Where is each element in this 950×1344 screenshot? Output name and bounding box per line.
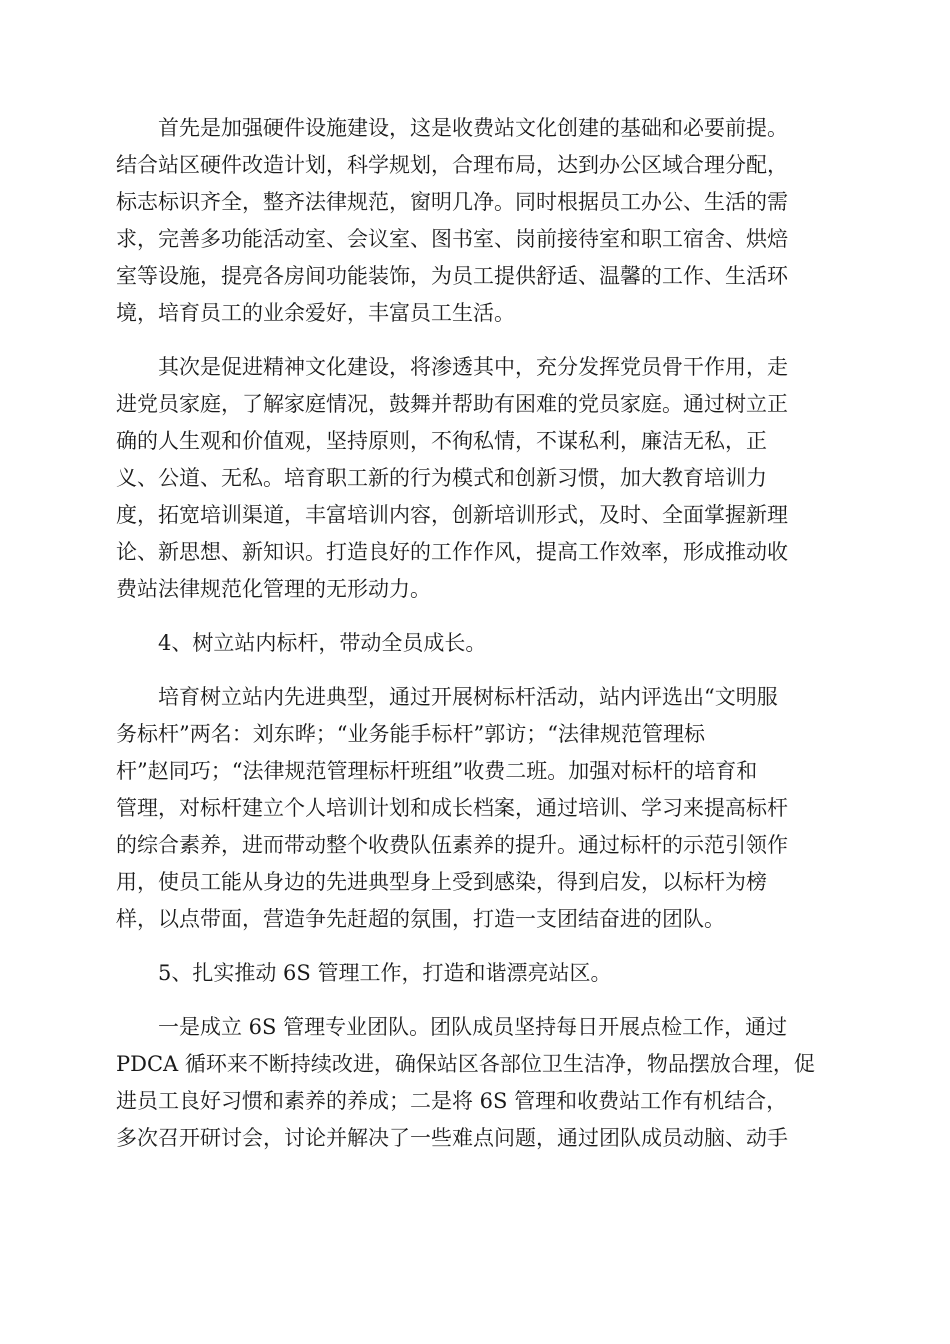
text-line: 进员工良好习惯和素养的养成；二是将 6S 管理和收费站工作有机结合，: [116, 1089, 788, 1113]
text-line: 样，以点带面，营造争先赶超的氛围，打造一支团结奋进的团队。: [116, 907, 725, 931]
paragraph-spacer: [116, 608, 836, 625]
text-line: 管理，对标杆建立个人培训计划和成长档案，通过培训、学习来提高标杆: [116, 796, 788, 820]
text-line: 标志标识齐全，整齐法律规范，窗明几净。同时根据员工办公、生活的需: [116, 190, 788, 214]
paragraph-benchmarks: [116, 679, 836, 938]
text-line: 的综合素养，进而带动整个收费队伍素养的提升。通过标杆的示范引领作: [116, 833, 788, 857]
text-line: 务标杆”两名：刘东晔；“业务能手标杆”郭访；“法律规范管理标: [116, 722, 705, 746]
text-line: 境，培育员工的业余爱好，丰富员工生活。: [116, 301, 515, 325]
text-line: 义、公道、无私。培育职工新的行为模式和创新习惯，加大教育培训力: [116, 466, 767, 490]
text-line: 其次是促进精神文化建设，将渗透其中，充分发挥党员骨干作用，走: [116, 355, 788, 379]
paragraph-spacer: [116, 992, 836, 1009]
text-line: PDCA 循环来不断持续改进，确保站区各部位卫生洁净，物品摆放合理，促: [116, 1052, 815, 1076]
text-line: 费站法律规范化管理的无形动力。: [116, 577, 431, 601]
paragraph-hardware-construction: [116, 110, 836, 332]
document-body: [116, 110, 836, 1157]
text-line: 论、新思想、新知识。打造良好的工作作风，提高工作效率，形成推动收: [116, 540, 788, 564]
text-line: 结合站区硬件改造计划，科学规划，合理布局，达到办公区域合理分配，: [116, 153, 788, 177]
section-heading-5: [116, 955, 836, 992]
text-line: 首先是加强硬件设施建设，这是收费站文化创建的基础和必要前提。: [116, 116, 788, 140]
text-line: 用，使员工能从身边的先进典型身上受到感染，得到启发，以标杆为榜: [116, 870, 767, 894]
text-line: 进党员家庭，了解家庭情况，鼓舞并帮助有困难的党员家庭。通过树立正: [116, 392, 788, 416]
text-line: 确的人生观和价值观，坚持原则，不徇私情，不谋私利，廉洁无私，正: [116, 429, 767, 453]
paragraph-spacer: [116, 938, 836, 955]
text-line: 5、扎实推动 6S 管理工作，打造和谐漂亮站区。: [116, 961, 612, 985]
paragraph-spacer: [116, 662, 836, 679]
text-line: 4、树立站内标杆，带动全员成长。: [116, 631, 487, 655]
text-line: 培育树立站内先进典型，通过开展树标杆活动，站内评选出“文明服: [116, 685, 778, 709]
text-line: 一是成立 6S 管理专业团队。团队成员坚持每日开展点检工作，通过: [116, 1015, 788, 1039]
paragraph-spacer: [116, 332, 836, 349]
section-heading-4: [116, 625, 836, 662]
text-line: 度，拓宽培训渠道，丰富培训内容，创新培训形式，及时、全面掌握新理: [116, 503, 788, 527]
text-line: 杆”赵同巧；“法律规范管理标杆班组”收费二班。加强对标杆的培育和: [116, 759, 758, 783]
paragraph-6s-management: [116, 1009, 836, 1157]
text-line: 多次召开研讨会，讨论并解决了一些难点问题，通过团队成员动脑、动手: [116, 1126, 788, 1150]
text-line: 室等设施，提亮各房间功能装饰，为员工提供舒适、温馨的工作、生活环: [116, 264, 788, 288]
paragraph-spiritual-culture: [116, 349, 836, 608]
text-line: 求，完善多功能活动室、会议室、图书室、岗前接待室和职工宿舍、烘焙: [116, 227, 788, 251]
